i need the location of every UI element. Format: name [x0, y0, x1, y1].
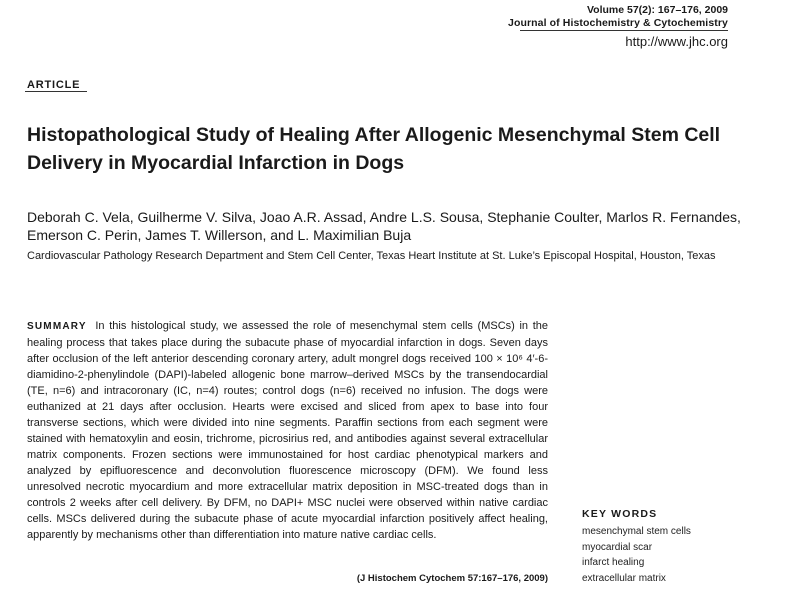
journal-url[interactable]: http://www.jhc.org [625, 34, 728, 49]
journal-name: Journal of Histochemistry & Cytochemistry [508, 17, 728, 29]
keyword-item: extracellular matrix [582, 572, 666, 584]
volume-info: Volume 57(2): 167–176, 2009 [586, 4, 728, 16]
author-list: Deborah C. Vela, Guilherme V. Silva, Joao A.R. Assad, Andre L.S. Sousa, Stephanie Coulter, Marlos R. Fernandes, Emerson C. Perin, James T. Willerson, and L. Maximilian Buja [27, 209, 741, 243]
summary-heading: SUMMARY [27, 321, 87, 332]
summary-text: In this histological study, we assessed the role of mesenchymal stem cells (MSCs) in the healing process that takes place during the subacute phase of myocardial infarction in dogs. Seven days after occlusion of the left anterior descending coronary artery, adult mongrel dogs received 100 × 10⁶ 4′-6-diamidino-2-phenylindole (DAPI)-labeled allogenic bone marrow–derived MSCs by the transendocardial (TE, n=6) and intracoronary (IC, n=4) routes; control dogs (n=6) received no infusion. The dogs were euthanized at 21 days after occlusion. Hearts were excised and sliced from apex to base into four transverse sections, which were divided into nine segments. Paraffin sections from each segment were stained with hematoxylin and eosin, trichrome, picrosirius red, and antibodies against several extracellular matrix components. Frozen sections were immunostained for host cardiac phenotypical markers and analyzed by epifluorescence and deconvolution fluorescence microscopy (DFM). We found less unresolved necrotic myocardium and more extracellular matrix deposition in MSC-treated dogs than in controls 2 weeks after cell delivery. By DFM, no DAPI+ MSC nuclei were observed within native cardiac cells. MSCs delivered during the subacute phase of acute myocardial infarction positively affect healing, apparently by mechanisms other than differentiation into mature native cardiac cells. [27, 320, 548, 541]
keyword-item: mesenchymal stem cells [582, 526, 691, 537]
keyword-item: myocardial scar [582, 541, 653, 553]
header-divider [520, 30, 728, 31]
citation: (J Histochem Cytochem 57:167–176, 2009) [356, 573, 548, 584]
journal-header [508, 4, 728, 51]
keyword-item: infarct healing [582, 557, 645, 568]
article-type-label: ARTICLE [27, 79, 81, 91]
article-label-divider [25, 91, 87, 92]
keywords-heading: KEY WORDS [582, 508, 658, 520]
keywords-list [582, 524, 691, 586]
affiliation: Cardiovascular Pathology Research Department and Stem Cell Center, Texas Heart Institute at St. Luke’s Episcopal Hospital, Houston, Texas [27, 250, 716, 262]
paper-title: Histopathological Study of Healing After Allogenic Mesenchymal Stem Cell Delivery in Myocardial Infarction in Dogs [27, 124, 721, 174]
summary-abstract [27, 318, 548, 543]
